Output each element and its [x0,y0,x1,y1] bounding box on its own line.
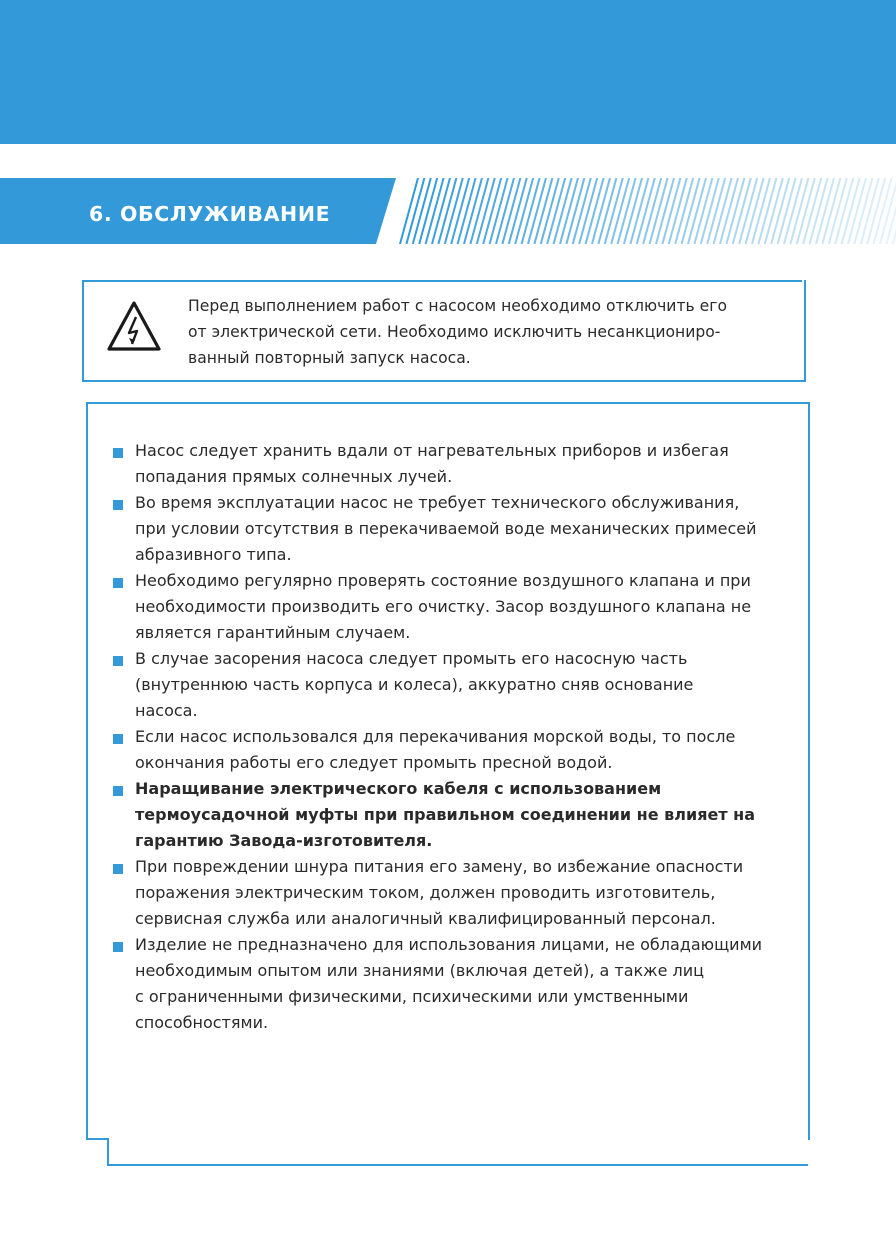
maintenance-list [113,438,803,1036]
list-item-line: с ограниченными физическими, психическими или умственными [135,987,689,1006]
bullet-square-icon [113,734,123,744]
list-item [113,932,803,1036]
bullet-square-icon [113,656,123,666]
stripes-decoration [400,178,896,244]
list-item-line: абразивного типа. [135,545,292,564]
warning-line: ванный повторный запуск насоса. [188,349,471,367]
box-corner-notch [107,1138,109,1166]
list-item-bold [113,776,803,854]
electrical-hazard-icon [106,300,162,352]
list-item-line: Если насос использовался для перекачивания морской воды, то после [135,727,736,746]
bullet-square-icon [113,448,123,458]
bullet-square-icon [113,500,123,510]
list-item-line: Необходимо регулярно проверять состояние воздушного клапана и при [135,571,751,590]
list-item-line: необходимым опытом или знаниями (включая детей), а также лиц [135,961,705,980]
warning-box [82,280,806,382]
bullet-square-icon [113,578,123,588]
list-item-line: попадания прямых солнечных лучей. [135,467,453,486]
list-item-line: При повреждении шнура питания его замену, во избежание опасности [135,857,744,876]
list-item-line: необходимости производить его очистку. Засор воздушного клапана не [135,597,752,616]
list-item-line: Во время эксплуатации насос не требует технического обслуживания, [135,493,740,512]
list-item-line: является гарантийным случаем. [135,623,411,642]
list-item [113,438,803,490]
list-item-line: Наращивание электрического кабеля с использованием [135,779,662,798]
list-item-line: способностями. [135,1013,269,1032]
list-item-line: В случае засорения насоса следует промыть его насосную часть [135,649,688,668]
list-item-line: гарантию Завода-изготовителя. [135,831,433,850]
list-item-line: Насос следует хранить вдали от нагревательных приборов и избегая [135,441,729,460]
list-item-line: термоусадочной муфты при правильном соединении не влияет на [135,805,756,824]
list-item [113,724,803,776]
warning-line: Перед выполнением работ с насосом необходимо отключить его [188,297,728,315]
list-item-line: (внутреннюю часть корпуса и колеса), аккуратно сняв основание [135,675,694,694]
section-title: 6. ОБСЛУЖИВАНИЕ [89,202,331,226]
list-item-line: поражения электрическим током, должен проводить изготовитель, [135,883,716,902]
header-band [0,0,896,144]
list-item [113,646,803,724]
bullet-square-icon [113,864,123,874]
list-item [113,854,803,932]
list-item-line: сервисная служба или аналогичный квалифицированный персонал. [135,909,716,928]
list-item-line: Изделие не предназначено для использования лицами, не обладающими [135,935,763,954]
list-item [113,490,803,568]
box-bottom-border [107,1164,808,1166]
bullet-square-icon [113,786,123,796]
list-item [113,568,803,646]
list-item-line: насоса. [135,701,198,720]
warning-line: от электрической сети. Необходимо исключить несанкциониро- [188,323,721,341]
list-item-line: при условии отсутствия в перекачиваемой воде механических примесей [135,519,757,538]
box-corner-notch [86,1138,109,1140]
list-item-line: окончания работы его следует промыть пресной водой. [135,753,613,772]
warning-text [188,293,793,371]
bullet-square-icon [113,942,123,952]
